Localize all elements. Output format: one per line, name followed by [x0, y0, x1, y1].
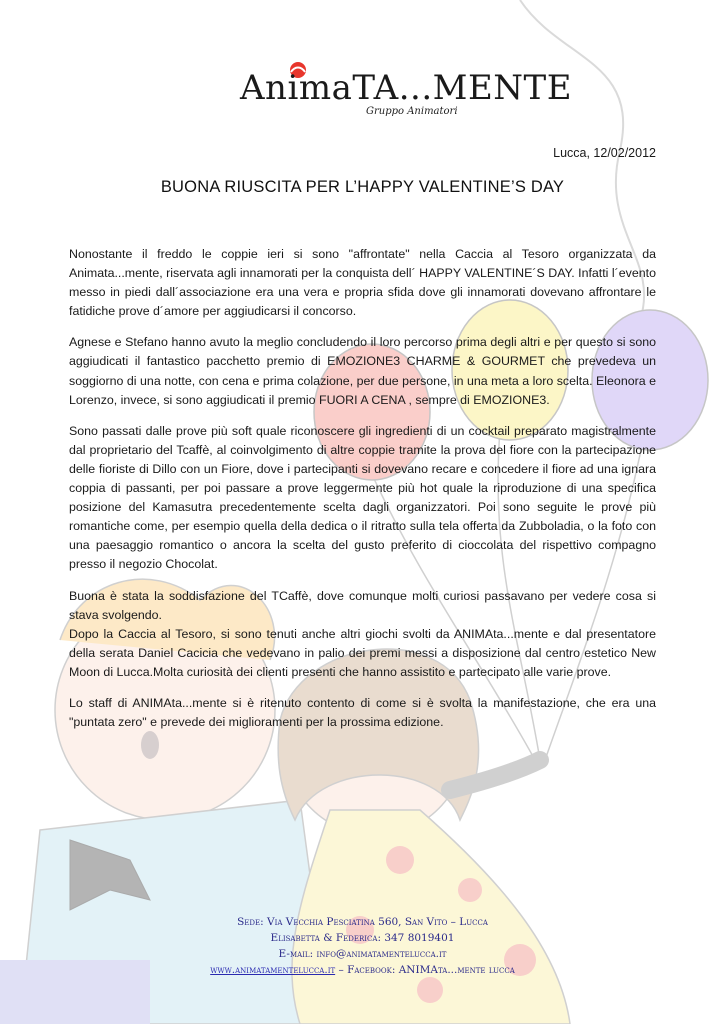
logo-subtitle: Gruppo Animatori [366, 106, 458, 117]
paragraph-line: Buona è stata la soddisfazione del TCaffè, dove comunque molti curiosi passavano per vedere cosa si stava svolgendo. [69, 588, 656, 622]
footer [0, 914, 725, 978]
paragraph-line: Dopo la Caccia al Tesoro, si sono tenuti anche altri giochi svolti da ANIMAta...mente e dal presentatore della serata Daniel Cacicia che vedevano in palio dei premi messi a disposizione dal centro estetico New Moon di Lucca.Molta curiosità dei clienti presenti che hanno assistito e partecipato alle varie prove. [69, 626, 656, 679]
footer-email: E-mail: info@animatamentelucca.it [278, 948, 447, 960]
footer-links [0, 962, 725, 978]
logo-wordmark: AnimaTA...MENTE [240, 68, 573, 108]
animatamente-logo [236, 56, 573, 130]
letter-date: Lucca, 12/02/2012 [553, 146, 656, 160]
letter-title: BUONA RIUSCITA PER L’HAPPY VALENTINE’S DAY [160, 178, 565, 196]
website-link[interactable]: www.animatamentelucca.it [210, 964, 336, 976]
paragraph: Sono passati dalle prove più soft quale riconoscere gli ingredienti di un cocktail preparato magistralmente dal proprietario del Tcaffè, al coinvolgimento di altre coppie tramite la prova del fiore con la partecipazione delle fioriste di Dillo con un Fiore, dove i partecipanti si dovevano recare e concedere il fiore ad una ignara coppia di passanti, per poi passare a prove leggermente più hot quale la riproduzione di una specifica posizione del Kamasutra precedentemente scelta dagli organizzatori. Poi sono seguite le prove più romantiche come, per esempio quella della dedica o il ritratto sulla tela offerta da Zubboladia, o la foto con una paesaggio romantico o ancora la scelta del gusto preferito di cioccolata del rispettivo compagno presso il negozio Chocolat. [69, 423, 656, 572]
paragraph: Agnese e Stefano hanno avuto la meglio concludendo il loro percorso prima degli altri e per questo si sono aggiudicati il fantastico pacchetto premio di EMOZIONE3 CHARME & GOURMET che prevedeva un soggiorno di una notte, con cena e prima colazione, per due persone, in una meta a loro scelta. Eleonora e Lorenzo, invece, si sono aggiudicati il premio FUORI A CENA , sempre di EMOZIONE3. [69, 335, 656, 407]
facebook-label: – Facebook: ANIMAta...mente lucca [335, 964, 515, 976]
paragraph: Nonostante il freddo le coppie ieri si sono "affrontate" nella Caccia al Tesoro organizzata da Animata...mente, riservata agli innamorati per la conquista dell´ HAPPY VALENTINE´S DAY. Infatti l´evento messo in piedi dall´associazione era una vera e propria sfida dove gli innamorati dovevano affrontare le fatidiche prove d´amore per aggiudicarsi il concorso. [69, 247, 656, 319]
paragraph: Lo staff di ANIMAta...mente si è ritenuto contento di come si è svolta la manifestazione, che era una "puntata zero" e prevede dei miglioramenti per la prossima edizione. [69, 695, 656, 730]
letter-body [69, 245, 656, 744]
footer-address: Sede: Via Vecchia Pesciatina 560, San Vito – Lucca [237, 916, 488, 928]
footer-contacts: Elisabetta & Federica: 347 8019401 [270, 932, 455, 944]
paragraph [69, 587, 656, 682]
